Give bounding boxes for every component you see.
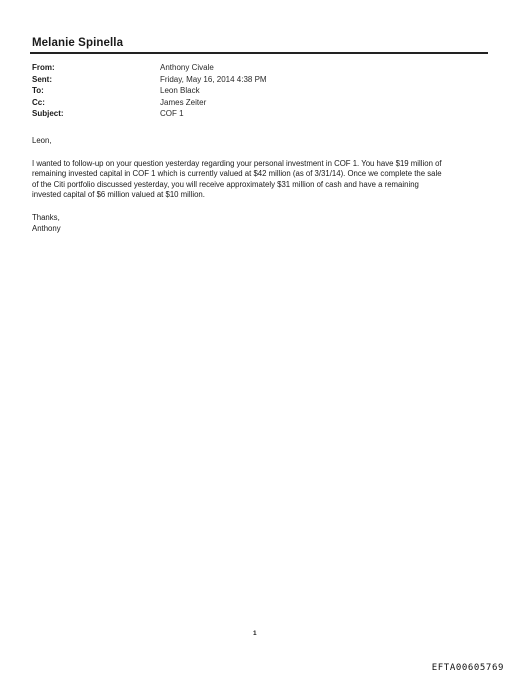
email-closing: Thanks, [32,212,60,222]
header-row-from [32,62,267,74]
header-value-to: Leon Black [160,86,200,96]
header-label: Subject: [32,109,64,119]
page-number: 1 [253,630,257,637]
header-value-from: Anthony Civale [160,63,214,72]
email-signature: Anthony [32,223,61,233]
email-owner-name: Melanie Spinella [32,37,124,49]
paragraph-line: remaining invested capital in COF 1 which is currently valued at $42 million (as of 3/31/14). Once we complete the sale [32,169,442,179]
header-label: To: [32,86,44,96]
email-paragraph [32,159,492,201]
header-value-sent: Friday, May 16, 2014 4:38 PM [160,74,267,84]
paragraph-line: of the Citi portfolio discussed yesterday, you will receive approximately $31 million of cash and have a remaining [32,179,419,189]
header-value-subject: COF 1 [160,109,184,119]
header-label: Sent: [32,74,52,84]
header-row-subject [32,108,267,120]
header-label: Cc: [32,97,45,107]
header-label: From: [32,63,55,72]
header-value-cc: James Zeiter [160,97,207,107]
header-divider [30,52,488,54]
paragraph-line: invested capital of $6 million valued at $10 million. [32,190,205,200]
email-greeting: Leon, [32,136,52,145]
email-body [32,136,492,234]
paragraph-line: I wanted to follow-up on your question yesterday regarding your personal investment in COF 1. You have $19 million of [32,158,442,168]
email-headers [32,62,267,120]
header-row-cc [32,97,267,109]
document-id: EFTA00605769 [431,663,504,673]
header-row-sent [32,74,267,86]
header-row-to [32,85,267,97]
